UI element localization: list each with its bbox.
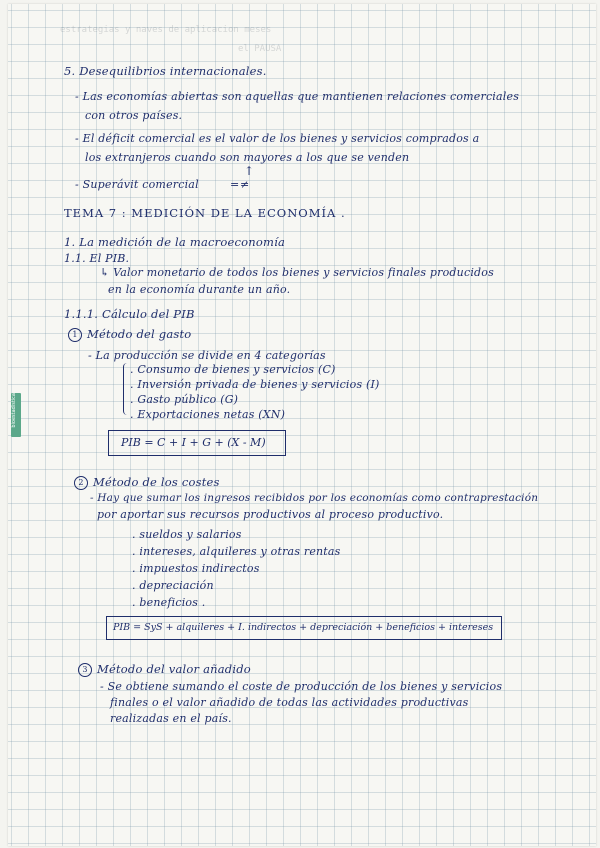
section-5-title: 5. Desequilibrios internacionales. — [64, 64, 267, 78]
coste-item-impuestos: . impuestos indirectos — [132, 562, 260, 575]
ghost-text-top: estrategias y naves de aplicacion meses — [60, 25, 272, 35]
coste-item-sueldos: . sueldos y salarios — [132, 528, 242, 541]
metodo-gasto-heading — [68, 327, 191, 342]
superavit-symbol: = — [230, 178, 240, 191]
formula-gasto: PIB = C + I + G + (X - M) — [108, 430, 286, 456]
metodo-costes-title: Método de los costes — [93, 475, 220, 489]
metodo-gasto-intro: - La producción se divide en 4 categorías — [88, 349, 326, 362]
side-tag-label: bioestadistica — [11, 393, 17, 428]
coste-item-beneficios: . beneficios . — [132, 596, 206, 609]
metodo-valor-l1: - Se obtiene sumando el coste de producción de los bienes y servicios — [100, 680, 503, 693]
bullet-economias-abiertas-l1: - Las economías abiertas son aquellas que mantienen relaciones comerciales — [75, 90, 520, 103]
metodo-valor-l3: realizadas en el país. — [110, 712, 232, 725]
bullet-deficit-l1: - El déficit comercial es el valor de los bienes y servicios comprados a — [75, 132, 480, 145]
metodo-costes-heading — [74, 475, 220, 490]
metodo-costes-l2: por aportar sus recursos productivos al proceso productivo. — [97, 508, 444, 521]
metodo-valor-title: Método del valor añadido — [97, 662, 251, 676]
pib-definition-l1: ↳ Valor monetario de todos los bienes y servicios finales producidos — [100, 266, 494, 279]
bullet-superavit: - Superávit comercial — [75, 178, 199, 191]
number-circle-icon: 1 — [68, 328, 82, 342]
formula-costes: PIB = SyS + alquileres + I. indirectos + depreciación + beneficios + intereses — [106, 616, 502, 640]
ghost-text-top2: el PAUSA — [238, 44, 282, 54]
coste-item-depreciacion: . depreciación — [132, 579, 214, 592]
gasto-item-gasto-publico: . Gasto público (G) — [130, 393, 239, 406]
bullet-economias-abiertas-l2: con otros países. — [85, 109, 183, 122]
gasto-item-exportaciones: . Exportaciones netas (XN) — [130, 408, 286, 421]
arrow-up-icon: ↑ — [244, 164, 255, 178]
bullet-deficit-l2: los extranjeros cuando son mayores a los que se venden — [85, 151, 410, 164]
metodo-valor-l2: finales o el valor añadido de todas las actividades productivas — [110, 696, 469, 709]
section-1-1-title: 1.1. El PIB. — [64, 252, 130, 265]
gasto-item-inversion: . Inversión privada de bienes y servicios (I) — [130, 378, 380, 391]
number-circle-icon: 3 — [78, 663, 92, 677]
coste-item-intereses: . intereses, alquileres y otras rentas — [132, 545, 341, 558]
superavit-symbol-2: ≠ — [240, 178, 250, 191]
metodo-gasto-title: Método del gasto — [87, 327, 192, 341]
tema-7-title: TEMA 7 : MEDICIÓN DE LA ECONOMÍA . — [64, 206, 346, 220]
metodo-valor-heading — [78, 662, 251, 677]
gasto-item-consumo: . Consumo de bienes y servicios (C) — [130, 363, 336, 376]
brace-icon — [123, 363, 130, 415]
metodo-costes-l1: - Hay que sumar los ingresos recibidos por los economías como contraprestación — [90, 492, 539, 504]
section-1-title: 1. La medición de la macroeconomía — [64, 235, 286, 249]
side-tag — [11, 393, 21, 437]
number-circle-icon: 2 — [74, 476, 88, 490]
section-1-1-1-title: 1.1.1. Cálculo del PIB — [64, 307, 195, 321]
pib-definition-l2: en la economía durante un año. — [108, 283, 291, 296]
notebook-page — [8, 4, 596, 846]
